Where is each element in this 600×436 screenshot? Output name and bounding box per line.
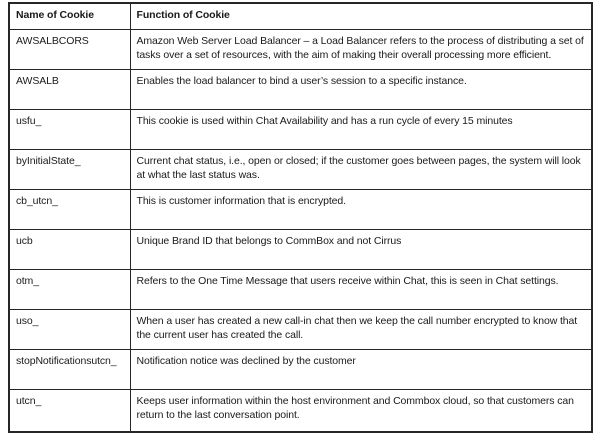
table-row bbox=[9, 109, 592, 149]
table-row bbox=[9, 389, 592, 432]
cookie-name-cell: stopNotificationsutcn_ bbox=[9, 349, 130, 389]
cookie-name-cell: AWSALBCORS bbox=[9, 29, 130, 69]
cookie-function-cell: Refers to the One Time Message that users receive within Chat, this is seen in Chat settings. bbox=[130, 269, 592, 309]
cookie-name-cell: uso_ bbox=[9, 309, 130, 349]
table-row bbox=[9, 229, 592, 269]
table-row bbox=[9, 29, 592, 69]
cookie-table-header bbox=[9, 3, 592, 29]
cookie-function-cell: Keeps user information within the host environment and Commbox cloud, so that customers can return to the last conversation point. bbox=[130, 389, 592, 432]
cookie-function-cell: When a user has created a new call-in chat then we keep the call number encrypted to know that the current user has created the call. bbox=[130, 309, 592, 349]
cookie-table bbox=[8, 2, 593, 433]
table-row bbox=[9, 349, 592, 389]
column-header-cookie-function: Function of Cookie bbox=[130, 3, 592, 29]
column-header-cookie-name: Name of Cookie bbox=[9, 3, 130, 29]
cookie-function-cell: Notification notice was declined by the customer bbox=[130, 349, 592, 389]
header-row bbox=[9, 3, 592, 29]
table-row bbox=[9, 149, 592, 189]
cookie-function-cell: Amazon Web Server Load Balancer – a Load Balancer refers to the process of distributing a set of tasks over a set of resources, with the aim of making their overall processing more efficient. bbox=[130, 29, 592, 69]
cookie-name-cell: utcn_ bbox=[9, 389, 130, 432]
cookie-name-cell: cb_utcn_ bbox=[9, 189, 130, 229]
cookie-function-cell: Enables the load balancer to bind a user’s session to a specific instance. bbox=[130, 69, 592, 109]
cookie-name-cell: usfu_ bbox=[9, 109, 130, 149]
cookie-name-cell: otm_ bbox=[9, 269, 130, 309]
cookie-name-cell: AWSALB bbox=[9, 69, 130, 109]
cookie-function-cell: Unique Brand ID that belongs to CommBox and not Cirrus bbox=[130, 229, 592, 269]
cookie-function-cell: This is customer information that is encrypted. bbox=[130, 189, 592, 229]
cookie-name-cell: byInitialState_ bbox=[9, 149, 130, 189]
cookie-name-cell: ucb bbox=[9, 229, 130, 269]
table-row bbox=[9, 69, 592, 109]
table-row bbox=[9, 309, 592, 349]
cookie-table-body bbox=[9, 29, 592, 432]
cookie-function-cell: This cookie is used within Chat Availability and has a run cycle of every 15 minutes bbox=[130, 109, 592, 149]
table-row bbox=[9, 189, 592, 229]
cookie-function-cell: Current chat status, i.e., open or closed; if the customer goes between pages, the system will look at what the last status was. bbox=[130, 149, 592, 189]
table-row bbox=[9, 269, 592, 309]
